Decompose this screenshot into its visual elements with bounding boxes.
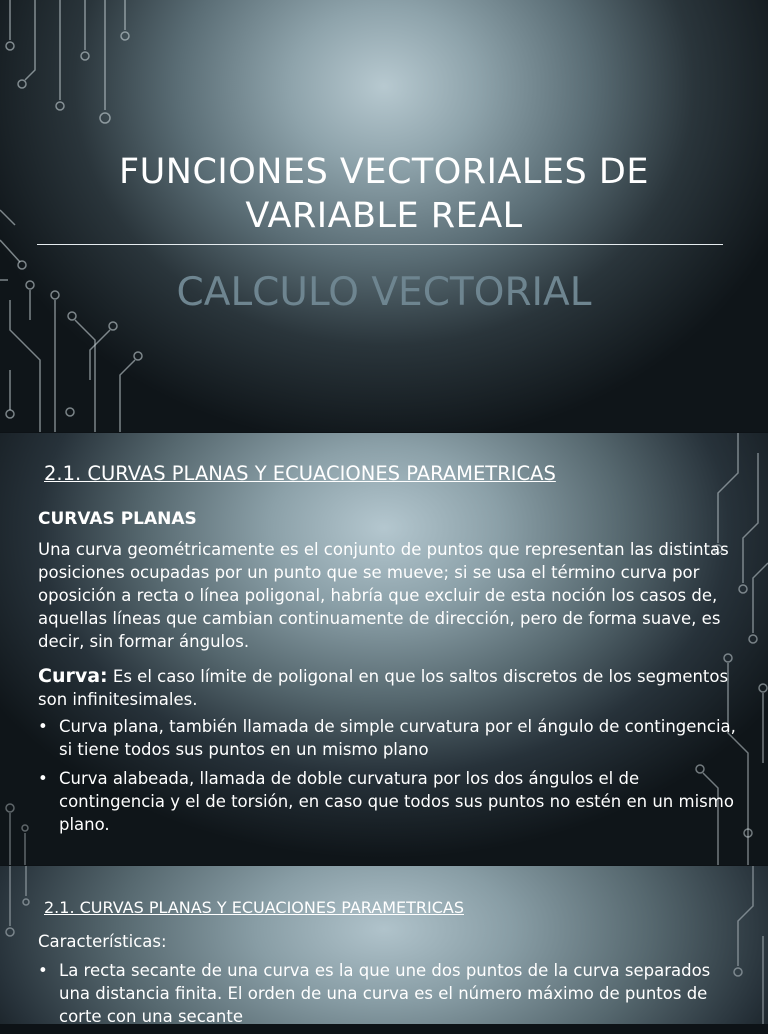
slide-title-heading	[40, 150, 728, 238]
curva-definition	[38, 665, 738, 711]
bullet-marker: •	[38, 769, 48, 788]
circuit-pattern-decoration	[0, 866, 40, 1024]
section-body	[38, 930, 738, 1034]
bullet-marker: •	[38, 717, 48, 736]
title-line-1: FUNCIONES VECTORIALES DE	[119, 152, 649, 192]
list-item	[38, 959, 738, 1028]
section-body	[38, 506, 738, 842]
curva-text: Es el caso límite de poligonal en que los saltos discretos de los segmentos son infinitesimales.	[38, 667, 729, 709]
bullet-marker: •	[38, 961, 48, 980]
section-heading: 2.1. CURVAS PLANAS Y ECUACIONES PARAMETRICAS	[44, 898, 464, 917]
curve-types-list	[38, 715, 738, 836]
caracteristicas-label: Características:	[38, 932, 167, 951]
list-item	[38, 767, 738, 836]
list-item-text: La recta secante de una curva es la que une dos puntos de la curva separados una distancia finita. El orden de una curva es el número máximo de puntos de corte con una secante	[59, 961, 711, 1026]
definition-paragraph: Una curva geométricamente es el conjunto de puntos que representan las distintas posiciones ocupadas por un punto que se mueve; si se usa el término curva por oposición a recta o línea poligonal, habría que excluir de esta noción los casos de, aquellas líneas que cambian continuamente de dirección, pero de forma suave, es decir, sin formar ángulos.	[38, 540, 729, 651]
title-divider	[37, 244, 723, 245]
slide-subtitle: CALCULO VECTORIAL	[176, 270, 592, 315]
subheading-curvas-planas: CURVAS PLANAS	[38, 509, 197, 529]
list-item	[38, 715, 738, 761]
list-item-text: Curva plana, también llamada de simple curvatura por el ángulo de contingencia, si tiene todos sus puntos en un mismo plano	[59, 717, 736, 759]
list-item-text: Curva alabeada, llamada de doble curvatura por los dos ángulos el de contingencia y el de torsión, en caso que todos sus puntos no estén en un mismo plano.	[59, 769, 734, 834]
curva-term: Curva:	[38, 665, 108, 687]
caracteristicas-list	[38, 959, 738, 1028]
circuit-pattern-decoration-left	[0, 433, 40, 865]
section-heading: 2.1. CURVAS PLANAS Y ECUACIONES PARAMETRICAS	[44, 462, 556, 485]
slide-title	[0, 0, 768, 432]
title-line-2: VARIABLE REAL	[245, 196, 523, 236]
